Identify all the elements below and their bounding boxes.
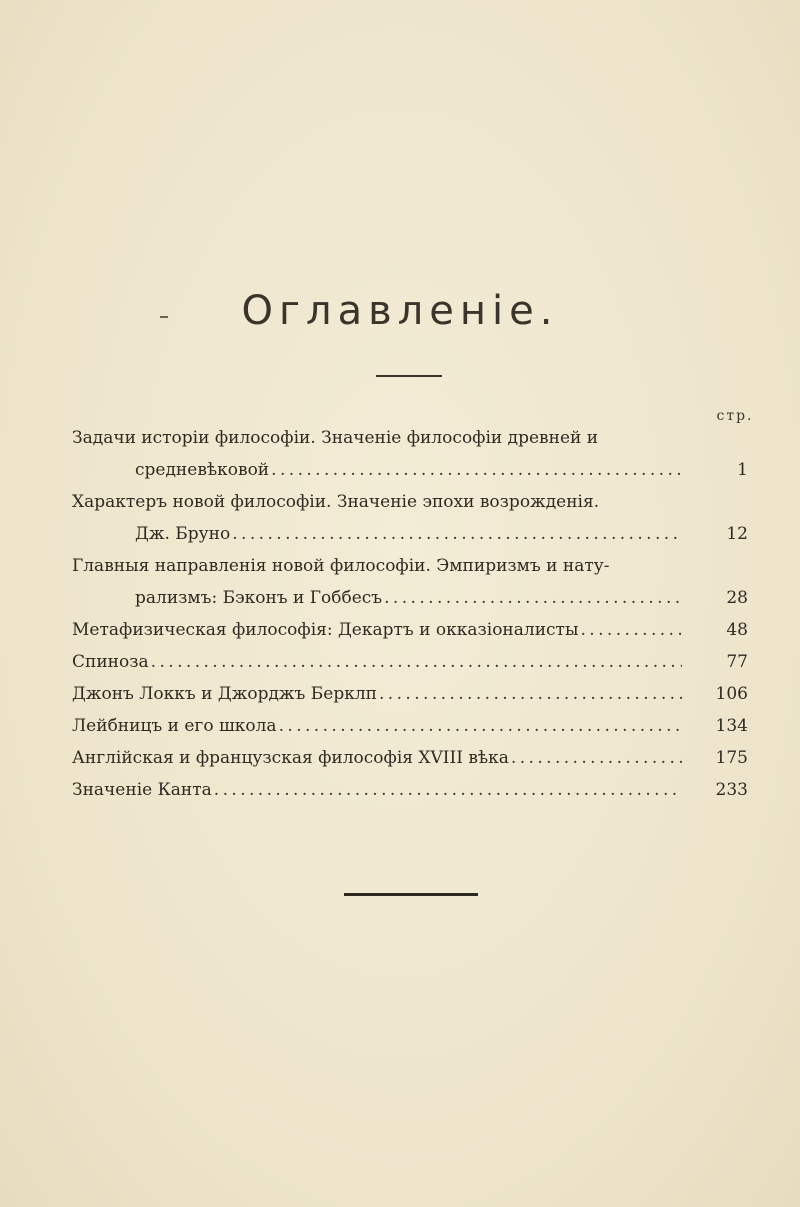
toc-page-number: 77 bbox=[726, 652, 748, 672]
toc-entry-title: Метафизическая философія: Декартъ и окказіоналисты bbox=[72, 620, 579, 640]
toc-entry[interactable] bbox=[0, 678, 800, 710]
page-title: Оглавленіе. bbox=[241, 288, 559, 334]
toc-entry-title-cont: средневѣковой bbox=[135, 460, 270, 480]
dot-leader bbox=[214, 774, 682, 806]
page-column-label: стр. bbox=[716, 408, 754, 424]
dot-leader bbox=[379, 678, 682, 710]
toc-entry-title: Джонъ Локкъ и Джорджъ Берклп bbox=[72, 684, 377, 704]
toc-entry[interactable] bbox=[0, 774, 800, 806]
toc-entry-title: Характеръ новой философіи. Значеніе эпохи возрожденія. bbox=[72, 492, 600, 512]
toc-entry-title: Англійская и французская философія XVIII вѣка bbox=[72, 748, 509, 768]
toc-entry-title: Значеніе Канта bbox=[72, 780, 212, 800]
toc-page-number: 106 bbox=[715, 684, 748, 704]
toc-entry[interactable] bbox=[0, 646, 800, 678]
dot-leader bbox=[511, 742, 682, 774]
toc-entry[interactable] bbox=[0, 710, 800, 742]
toc-page-number: 1 bbox=[737, 460, 748, 480]
toc-page-number: 233 bbox=[715, 780, 748, 800]
toc-page-number: 134 bbox=[715, 716, 748, 736]
title-underline-rule bbox=[376, 375, 442, 377]
toc-entry-title: Спиноза bbox=[72, 652, 149, 672]
toc-entry-title: Задачи исторіи философіи. Значеніе философіи древней и bbox=[72, 428, 599, 448]
dot-leader bbox=[151, 646, 682, 678]
dot-leader bbox=[580, 614, 682, 646]
toc-entry[interactable] bbox=[0, 486, 800, 550]
toc-entry-title: Лейбницъ и его школа bbox=[72, 716, 277, 736]
toc-entry[interactable] bbox=[0, 614, 800, 646]
toc-entry[interactable] bbox=[0, 550, 800, 614]
toc-entry[interactable] bbox=[0, 422, 800, 486]
toc-entry-title-cont: рализмъ: Бэконъ и Гоббесъ bbox=[135, 588, 383, 608]
table-of-contents bbox=[0, 422, 800, 806]
toc-page-number: 175 bbox=[715, 748, 748, 768]
dot-leader bbox=[279, 710, 682, 742]
toc-page-number: 28 bbox=[726, 588, 748, 608]
dot-leader bbox=[271, 454, 682, 486]
toc-entry-title: Главныя направленія новой философіи. Эмпиризмъ и нату- bbox=[72, 556, 610, 576]
dot-leader bbox=[384, 582, 682, 614]
toc-page-number: 48 bbox=[726, 620, 748, 640]
toc-page-number: 12 bbox=[726, 524, 748, 544]
dot-leader bbox=[232, 518, 682, 550]
toc-entry-title-cont: Дж. Бруно bbox=[135, 524, 231, 544]
closing-rule bbox=[344, 893, 478, 896]
toc-entry[interactable] bbox=[0, 742, 800, 774]
